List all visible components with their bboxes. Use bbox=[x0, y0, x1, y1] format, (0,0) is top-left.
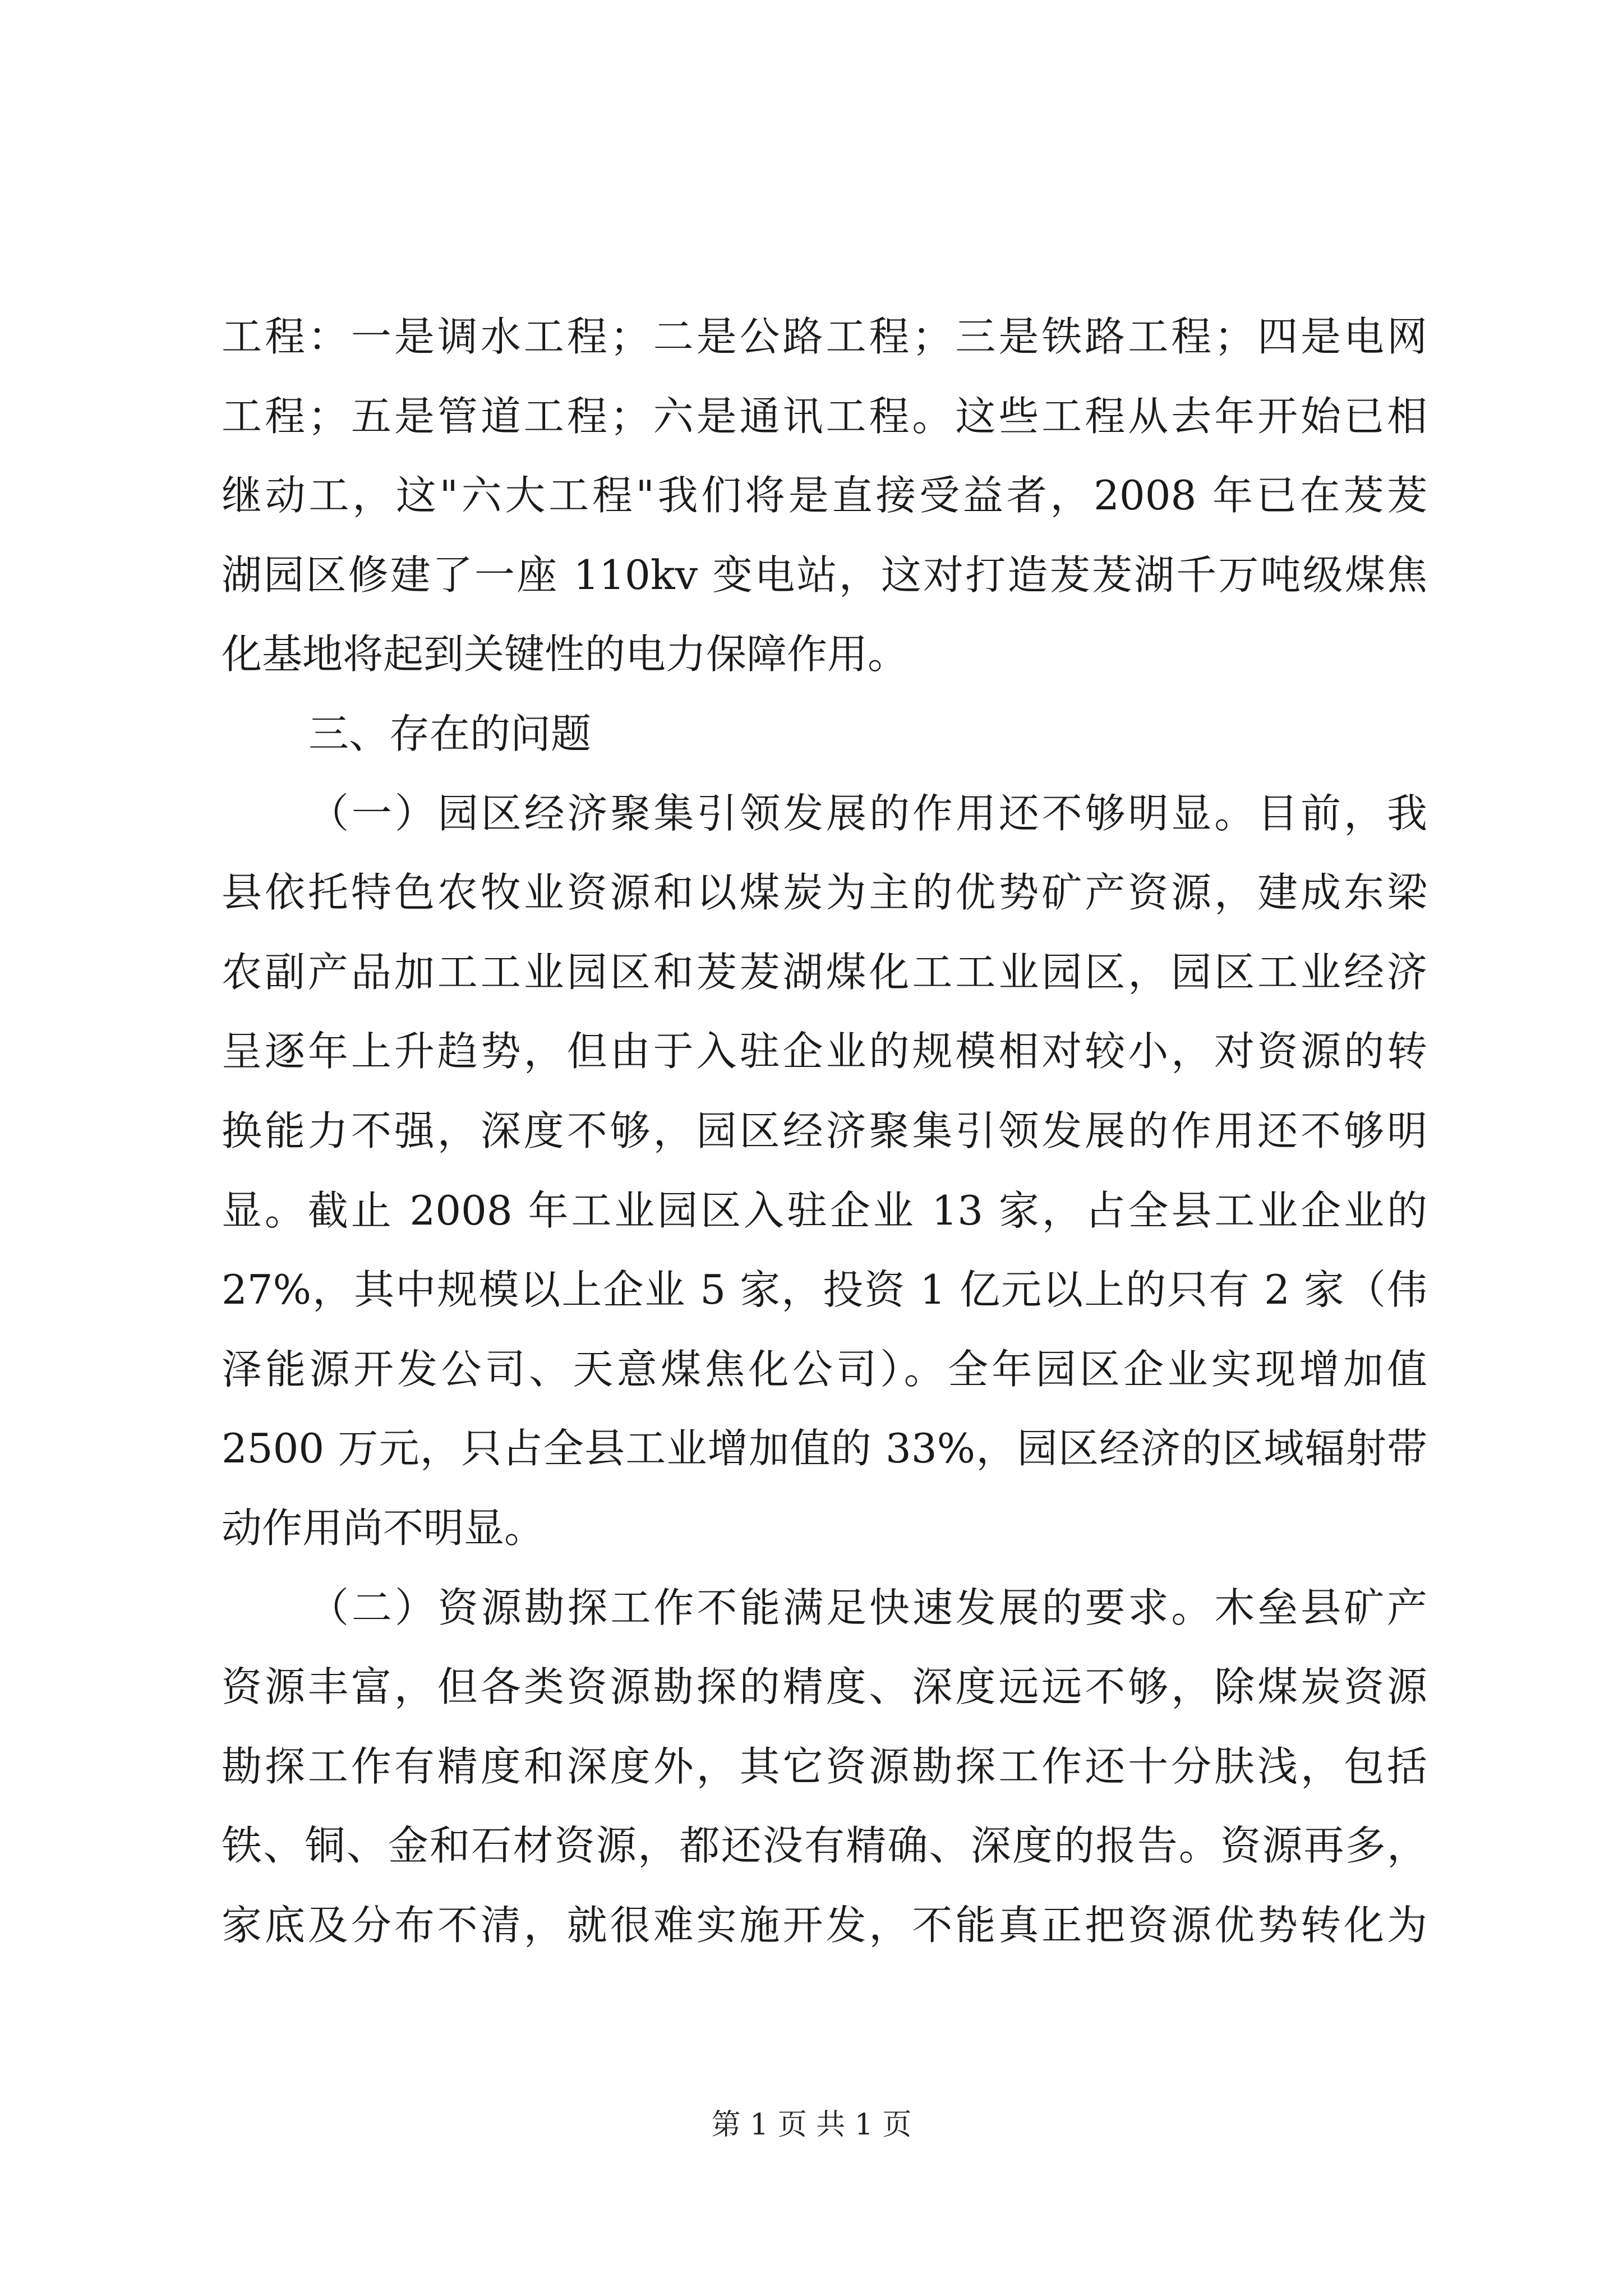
text-line: 2500 万元，只占全县工业增加值的 33%，园区经济的区域辐射带 bbox=[222, 1425, 1427, 1473]
text-line: 动作用尚不明显。 bbox=[222, 1504, 545, 1552]
text-line: 化基地将起到关键性的电力保障作用。 bbox=[222, 631, 909, 678]
text-line: 工程：一是调水工程；二是公路工程；三是铁路工程；四是电网 bbox=[222, 313, 1427, 360]
text-line: 泽能源开发公司、天意煤焦化公司）。全年园区企业实现增加值 bbox=[222, 1345, 1427, 1393]
text-line: 27%，其中规模以上企业 5 家，投资 1 亿元以上的只有 2 家（伟 bbox=[222, 1266, 1427, 1314]
text-line: 继动工，这"六大工程"我们将是直接受益者，2008 年已在茇茇 bbox=[222, 472, 1427, 519]
text-line: 勘探工作有精度和深度外，其它资源勘探工作还十分肤浅，包括 bbox=[222, 1742, 1427, 1790]
text-line: 铁、铜、金和石材资源，都还没有精确、深度的报告。资源再多， bbox=[222, 1822, 1427, 1870]
text-line: 资源丰富，但各类资源勘探的精度、深度远远不够，除煤炭资源 bbox=[222, 1663, 1427, 1711]
text-line: 农副产品加工工业园区和茇茇湖煤化工工业园区，园区工业经济 bbox=[222, 948, 1427, 996]
text-line: 换能力不强，深度不够，园区经济聚集引领发展的作用还不够明 bbox=[222, 1107, 1427, 1154]
body-text bbox=[222, 297, 1427, 1965]
section-heading: 三、存在的问题 bbox=[308, 710, 592, 757]
text-line: （二）资源勘探工作不能满足快速发展的要求。木垒县矿产 bbox=[308, 1584, 1427, 1631]
text-line: 呈逐年上升趋势，但由于入驻企业的规模相对较小，对资源的转 bbox=[222, 1028, 1427, 1075]
page-number-footer: 第 1 页 共 1 页 bbox=[711, 2108, 912, 2142]
text-line: 显。截止 2008 年工业园区入驻企业 13 家，占全县工业企业的 bbox=[222, 1186, 1427, 1234]
text-line: 工程；五是管道工程；六是通讯工程。这些工程从去年开始已相 bbox=[222, 392, 1427, 440]
text-line: 县依托特色农牧业资源和以煤炭为主的优势矿产资源，建成东梁 bbox=[222, 869, 1427, 917]
text-line: 家底及分布不清，就很难实施开发，不能真正把资源优势转化为 bbox=[222, 1901, 1427, 1949]
text-line: （一）园区经济聚集引领发展的作用还不够明显。目前，我 bbox=[308, 789, 1427, 837]
text-line: 湖园区修建了一座 110kv 变电站，这对打造茇茇湖千万吨级煤焦 bbox=[222, 551, 1427, 599]
